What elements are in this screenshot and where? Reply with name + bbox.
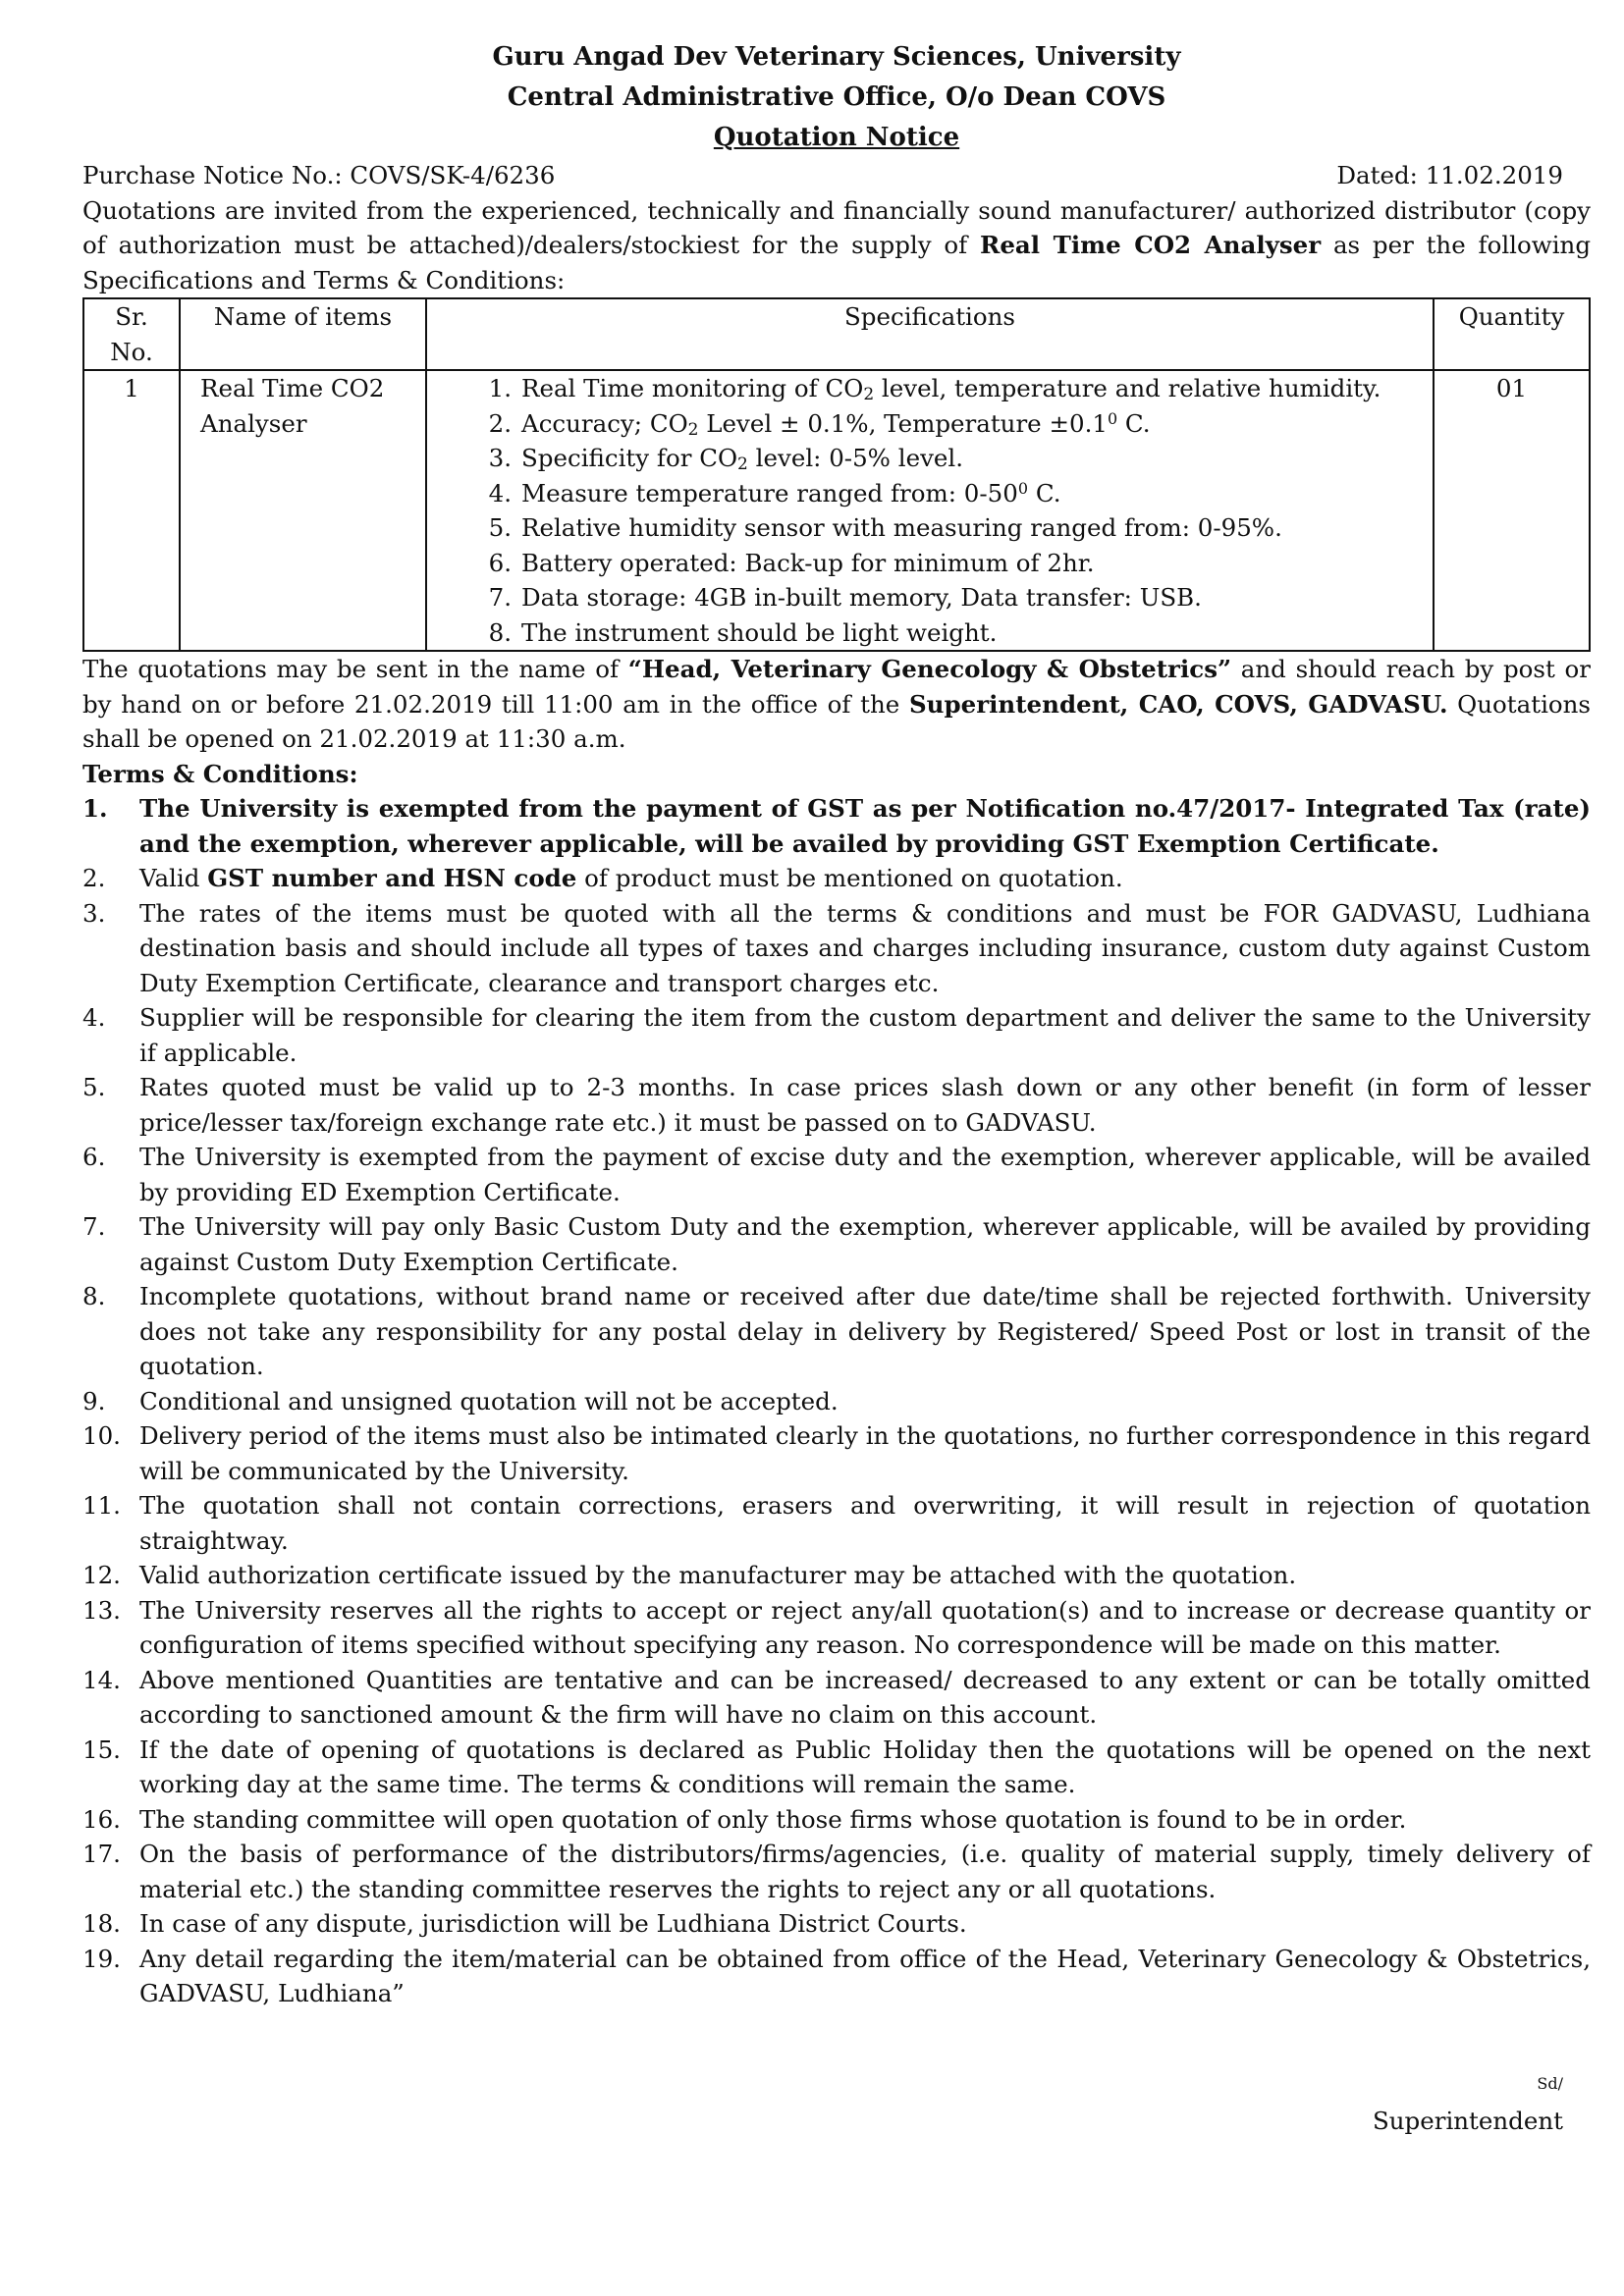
- term-text: The University will pay only Basic Custom Duty and the exemption, wherever applicable, will be availed by providing against Custom Duty Exemption Certificate.: [139, 1212, 1591, 1276]
- intro-text: Quotations are invited from the experienced, technically and financially sound manufacturer/ authorized distributor (copy of authorization must be attached)/dealers/stockiest for the supply of: [82, 195, 1591, 259]
- submission-paragraph: [82, 652, 1591, 757]
- header-name-of-items: Name of items: [180, 298, 426, 370]
- submission-office: Superintendent, CAO, COVS, GADVASU.: [908, 689, 1448, 719]
- term-text: The rates of the items must be quoted with all the terms & conditions and must be FOR GADVASU, Ludhiana destination basis and should include all types of taxes and charges including insurance, custom duty against Custom Duty Exemption Certificate, clearance and transport charges etc.: [139, 898, 1591, 997]
- spec-number: 6.: [488, 548, 512, 577]
- list-item: [82, 1942, 1591, 2011]
- term-number: 16.: [82, 1804, 121, 1834]
- list-item: [82, 1488, 1591, 1558]
- term-number: 14.: [82, 1665, 121, 1694]
- term-number: 10.: [82, 1421, 121, 1450]
- term-text: Above mentioned Quantities are tentative and can be increased/ decreased to any extent or can be totally omitted according to sanctioned amount & the firm will have no claim on this account.: [139, 1665, 1591, 1729]
- list-item: [82, 791, 1591, 861]
- term-text: Incomplete quotations, without brand name or received after due date/time shall be rejected forthwith. University does not take any responsibility for any postal delay in delivery by Registered/ Speed Post or lost in transit of the quotation.: [139, 1282, 1591, 1380]
- spec-text: The instrument should be light weight.: [521, 617, 998, 647]
- list-item: [82, 1384, 1591, 1419]
- submission-text-3: Quotations shall be opened on 21.02.2019 at 11:30 a.m.: [82, 689, 1592, 753]
- term-number: 6.: [82, 1143, 106, 1171]
- term-number: 19.: [82, 1944, 121, 1973]
- term-text: Conditional and unsigned quotation will not be accepted.: [139, 1386, 839, 1415]
- list-item: [82, 1802, 1591, 1838]
- term-text: The University is exempted from the payment of excise duty and the exemption, wherever applicable, will be availed by providing ED Exemption Certificate.: [139, 1143, 1591, 1206]
- list-item: [82, 1663, 1591, 1733]
- list-item: [82, 1209, 1591, 1279]
- term-number: 12.: [82, 1561, 121, 1589]
- list-item: [82, 1558, 1591, 1593]
- spec-number: 3.: [488, 444, 512, 472]
- term-number: 9.: [82, 1386, 106, 1415]
- term-number: 3.: [82, 898, 106, 928]
- term-text: Supplier will be responsible for clearing the item from the custom department and deliver the same to the University if applicable.: [139, 1003, 1591, 1067]
- spec-text: Battery operated: Back-up for minimum of 2hr.: [521, 548, 1095, 577]
- term-text: Valid authorization certificate issued by the manufacturer may be attached with the quotation.: [139, 1561, 1297, 1589]
- list-item: [82, 1837, 1591, 1906]
- list-item: [82, 896, 1591, 1001]
- intro-item-name: Real Time CO2 Analyser: [979, 231, 1322, 259]
- list-item: [82, 1070, 1591, 1140]
- list-item: [82, 1906, 1591, 1942]
- terms-heading: Terms & Conditions:: [82, 759, 358, 788]
- term-number: 5.: [82, 1073, 106, 1101]
- signature-title: Superintendent: [1372, 2107, 1563, 2135]
- term-text: In case of any dispute, jurisdiction will be Ludhiana District Courts.: [139, 1909, 967, 1938]
- header-quantity: Quantity: [1434, 298, 1590, 370]
- spec-item: [433, 406, 1427, 442]
- spec-number: 5.: [488, 513, 512, 542]
- submission-text-1: The quotations may be sent in the name of: [82, 655, 628, 683]
- list-item: [82, 1140, 1591, 1209]
- term-text: Delivery period of the items must also be intimated clearly in the quotations, no further correspondence in this regard will be communicated by the University.: [139, 1421, 1591, 1485]
- spec-number: 4.: [488, 478, 512, 507]
- term-number: 18.: [82, 1909, 121, 1938]
- spec-number: 2.: [488, 408, 512, 438]
- spec-item: [433, 371, 1427, 406]
- term-number: 17.: [82, 1840, 121, 1868]
- term-number: 4.: [82, 1003, 106, 1032]
- spec-text: Real Time monitoring of $CO_2$ level, temperature and relative humidity.: [521, 374, 1381, 404]
- cell-quantity: 01: [1434, 370, 1590, 651]
- term-number: 13.: [82, 1595, 121, 1625]
- notice-meta: [82, 158, 1591, 193]
- spec-item: [433, 441, 1427, 476]
- term-number: 8.: [82, 1282, 106, 1310]
- term-text: The University reserves all the rights to accept or reject any/all quotation(s) and to increase or decrease quantity or configuration of items specified without specifying any reason. No correspondence will be made on this matter.: [139, 1595, 1591, 1659]
- cell-sr-no: 1: [83, 370, 180, 651]
- spec-list: [433, 371, 1427, 650]
- signature-sd: Sd/: [1537, 2074, 1563, 2093]
- terms-list: [82, 791, 1591, 2011]
- term-number: 1.: [82, 794, 108, 823]
- spec-item: [433, 615, 1427, 651]
- notice-date: Dated: 11.02.2019: [1336, 161, 1563, 189]
- term-number: 15.: [82, 1735, 121, 1764]
- term-number: 2.: [82, 864, 106, 892]
- list-item: [82, 1279, 1591, 1384]
- term-text: On the basis of performance of the distributors/firms/agencies, (i.e. quality of material supply, timely delivery of material etc.) the standing committee reserves the rights to reject any or all quotations.: [139, 1840, 1591, 1903]
- list-item: [82, 1418, 1591, 1488]
- spec-number: 7.: [488, 583, 512, 612]
- cell-specifications: [426, 370, 1434, 651]
- intro-text-end: as per the following Specifications and Terms & Conditions:: [82, 231, 1592, 294]
- spec-text: Relative humidity sensor with measuring ranged from: 0-95%.: [521, 513, 1282, 542]
- spec-item: [433, 546, 1427, 581]
- document-header: [82, 37, 1591, 158]
- list-item: [82, 1000, 1591, 1070]
- list-item: [82, 1593, 1591, 1663]
- cell-item-name: Real Time CO2 Analyser: [180, 370, 426, 651]
- notice-number: Purchase Notice No.: COVS/SK-4/6236: [82, 161, 556, 189]
- spec-item: [433, 476, 1427, 511]
- table-header-row: [83, 298, 1590, 370]
- spec-item: [433, 510, 1427, 546]
- term-text: The standing committee will open quotation of only those firms whose quotation is found to be in order.: [139, 1804, 1407, 1834]
- spec-text: Measure temperature ranged from: $0-50^0$ C.: [521, 478, 1061, 507]
- items-table: [82, 297, 1591, 652]
- spec-text: Specificity for $CO_2$ level: 0-5% level.: [521, 444, 964, 474]
- term-text: The University is exempted from the payment of GST as per Notification no.47/2017- Integrated Tax (rate) and the exemption, wherever applicable, will be availed by providing GST Exemption Certificate.: [139, 794, 1591, 858]
- spec-text: Accuracy; $CO_2$ Level ± 0.1%, Temperature $\pm 0.1^0$ C.: [521, 408, 1151, 440]
- university-name: Guru Angad Dev Veterinary Sciences, University: [492, 42, 1181, 72]
- table-row: [83, 370, 1590, 651]
- term-number: 11.: [82, 1491, 121, 1520]
- list-item: [82, 1733, 1591, 1802]
- submission-addressee: “Head, Veterinary Genecology & Obstetrics”: [627, 655, 1232, 683]
- spec-text: Data storage: 4GB in-built memory, Data transfer: USB.: [521, 583, 1202, 612]
- office-name: Central Administrative Office, O/o Dean COVS: [507, 82, 1166, 112]
- term-text: Valid GST number and HSN code of product must be mentioned on quotation.: [139, 864, 1123, 892]
- term-text: If the date of opening of quotations is declared as Public Holiday then the quotations will be opened on the next working day at the same time. The terms & conditions will remain the same.: [139, 1735, 1591, 1798]
- list-item: [82, 861, 1591, 896]
- term-number: 7.: [82, 1212, 106, 1241]
- header-specifications: Specifications: [426, 298, 1434, 370]
- document-title: Quotation Notice: [713, 123, 960, 152]
- spec-number: 1.: [488, 374, 512, 402]
- submission-text-2: and should reach by post or by hand on or before 21.02.2019 till 11:00 am in the office of the: [82, 655, 1592, 719]
- term-text: The quotation shall not contain corrections, erasers and overwriting, it will result in rejection of quotation straightway.: [139, 1491, 1591, 1555]
- spec-item: [433, 580, 1427, 615]
- term-text: Any detail regarding the item/material can be obtained from office of the Head, Veterinary Genecology & Obstetrics, GADVASU, Ludhiana”: [139, 1944, 1591, 2007]
- notice-page: [82, 37, 1591, 2011]
- spec-number: 8.: [488, 617, 512, 647]
- term-text: Rates quoted must be valid up to 2-3 months. In case prices slash down or any other benefit (in form of lesser price/lesser tax/foreign exchange rate etc.) it must be passed on to GADVASU.: [139, 1073, 1591, 1137]
- intro-paragraph: [82, 193, 1591, 298]
- header-sr-no: Sr. No.: [83, 298, 180, 370]
